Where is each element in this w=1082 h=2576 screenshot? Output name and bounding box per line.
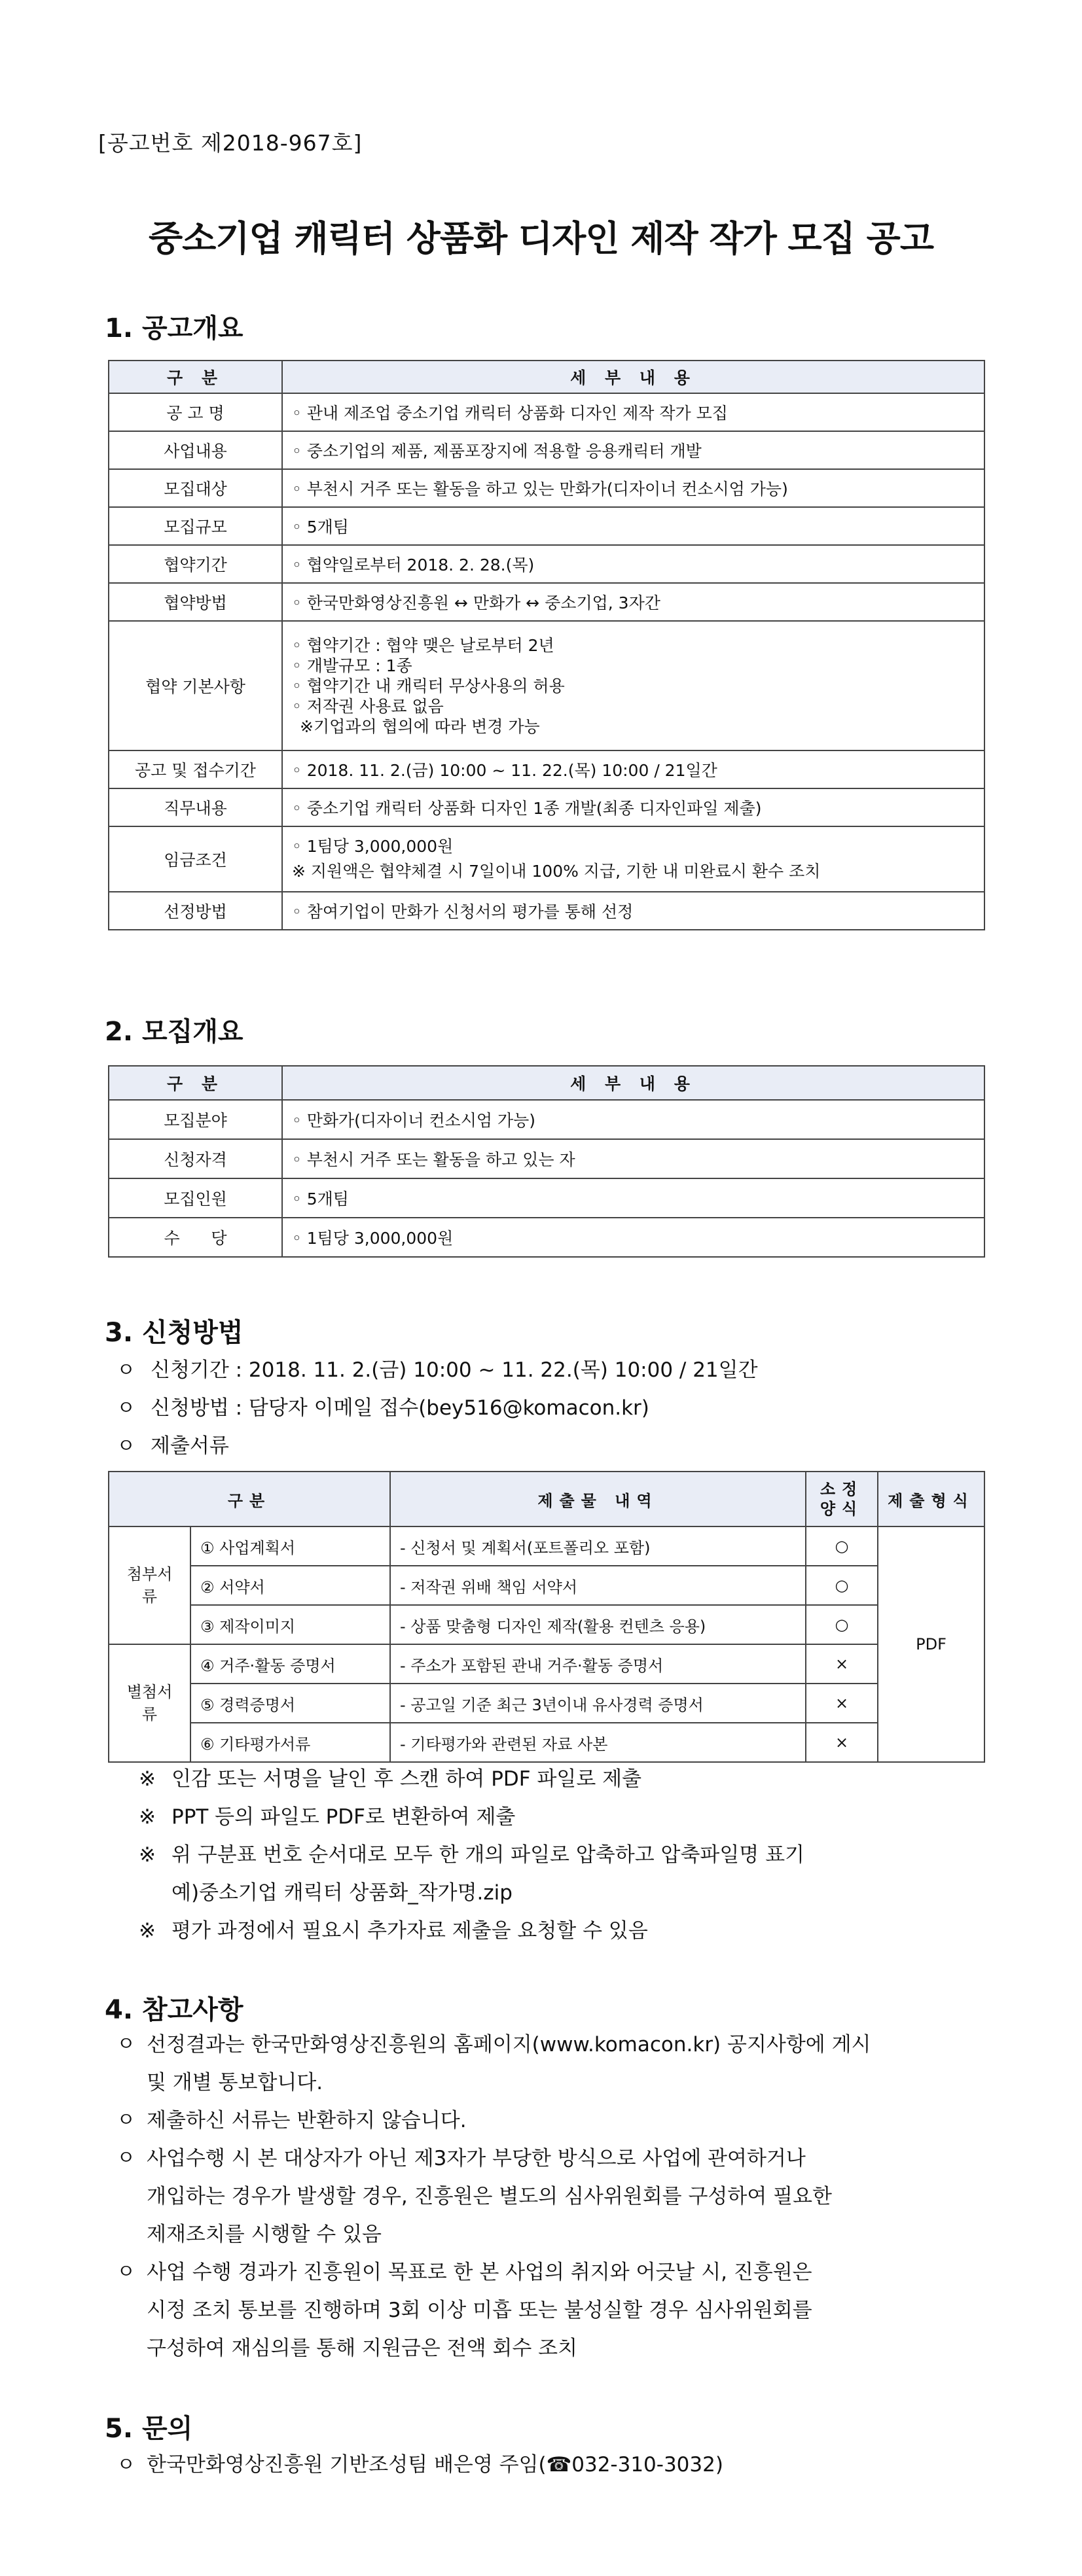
group-label: 별첨서류 xyxy=(109,1644,190,1762)
reference-item xyxy=(117,2253,981,2367)
note-text: 평가 과정에서 필요시 추가자료 제출을 요청할 수 있음 xyxy=(171,1919,648,1943)
form-mark: ○ xyxy=(806,1605,878,1644)
overview-table xyxy=(108,360,985,930)
table-row xyxy=(109,1218,984,1257)
row-value: ◦ 만화가(디자이너 컨소시엄 가능) xyxy=(282,1100,984,1139)
document-item: ① 사업계획서 xyxy=(190,1526,390,1566)
reference-item xyxy=(117,2140,981,2253)
row-label: 모집규모 xyxy=(109,507,282,545)
bullet-item xyxy=(117,1389,649,1428)
row-label: 수 당 xyxy=(109,1218,282,1257)
document-content: - 저작권 위배 책임 서약서 xyxy=(390,1566,806,1605)
circle-bullet-icon: ㅇ xyxy=(117,1359,135,1382)
circle-bullet-icon: ㅇ xyxy=(117,2261,135,2284)
table-row xyxy=(109,1178,984,1218)
row-label: 모집인원 xyxy=(109,1178,282,1218)
bullet-text: 신청기간 : 2018. 11. 2.(금) 10:00 ~ 11. 22.(목) 10:00 / 21일간 xyxy=(151,1358,758,1382)
section-1-heading: 1. 공고개요 xyxy=(105,313,243,344)
row-value xyxy=(282,621,984,750)
circle-bullet-icon: ㅇ xyxy=(117,2033,135,2056)
table-row xyxy=(109,621,984,750)
note-text: 인감 또는 서명을 날인 후 스캔 하여 PDF 파일로 제출 xyxy=(171,1767,642,1791)
row-value: ◦ 부천시 거주 또는 활동을 하고 있는 만화가(디자이너 컨소시엄 가능) xyxy=(282,469,984,507)
reference-item xyxy=(117,2102,981,2140)
row-label: 협약기간 xyxy=(109,545,282,583)
value-line: ◦ 1팀당 3,000,000원 xyxy=(292,837,454,856)
row-label: 공고 및 접수기간 xyxy=(109,750,282,788)
circle-bullet-icon: ㅇ xyxy=(117,2147,135,2170)
reference-line: 제출하신 서류는 반환하지 않습니다. xyxy=(147,2109,467,2132)
reference-mark-icon: ※ xyxy=(139,1919,156,1943)
form-mark: × xyxy=(806,1723,878,1762)
form-mark: ○ xyxy=(806,1526,878,1566)
reference-line: 구성하여 재심의를 통해 지원금은 전액 회수 조치 xyxy=(147,2337,578,2360)
documents-table xyxy=(108,1471,985,1763)
note-text: 위 구분표 번호 순서대로 모두 한 개의 파일로 압축하고 압축파일명 표기 xyxy=(171,1843,804,1867)
note-item xyxy=(139,1760,641,1798)
row-value: ◦ 협약일로부터 2018. 2. 28.(목) xyxy=(282,545,984,583)
row-value xyxy=(282,826,984,892)
bullet-text: 제출서류 xyxy=(151,1434,229,1458)
table-row xyxy=(109,1139,984,1178)
row-label: 협약 기본사항 xyxy=(109,621,282,750)
table-header-row xyxy=(109,1472,984,1526)
bullet-item xyxy=(117,1427,229,1466)
row-value: ◦ 중소기업 캐릭터 상품화 디자인 1종 개발(최종 디자인파일 제출) xyxy=(282,788,984,826)
reference-item xyxy=(117,2026,981,2102)
form-mark: × xyxy=(806,1644,878,1684)
form-mark: ○ xyxy=(806,1566,878,1605)
document-content: - 공고일 기준 최근 3년이내 유사경력 증명서 xyxy=(390,1684,806,1723)
form-mark: × xyxy=(806,1684,878,1723)
row-value: ◦ 관내 제조업 중소기업 캐릭터 상품화 디자인 제작 작가 모집 xyxy=(282,393,984,431)
note-item xyxy=(139,1912,648,1950)
circle-bullet-icon: ㅇ xyxy=(117,1397,135,1420)
header-details: 세 부 내 용 xyxy=(282,1066,984,1100)
header-category: 구 분 xyxy=(109,1066,282,1100)
row-label: 사업내용 xyxy=(109,431,282,469)
row-label: 모집대상 xyxy=(109,469,282,507)
row-label: 임금조건 xyxy=(109,826,282,892)
document-item: ⑤ 경력증명서 xyxy=(190,1684,390,1723)
table-row xyxy=(109,1566,984,1605)
reference-line: 제재조치를 시행할 수 있음 xyxy=(147,2223,382,2246)
table-row xyxy=(109,1605,984,1644)
row-value: ◦ 5개팀 xyxy=(282,1178,984,1218)
document-content: - 주소가 포함된 관내 거주·활동 증명서 xyxy=(390,1644,806,1684)
note-text: PPT 등의 파일도 PDF로 변환하여 제출 xyxy=(171,1805,516,1829)
table-row xyxy=(109,788,984,826)
value-line: ※기업과의 협의에 따라 변경 가능 xyxy=(300,716,540,736)
row-value: ◦ 한국만화영상진흥원 ↔ 만화가 ↔ 중소기업, 3자간 xyxy=(282,583,984,621)
section-4-heading: 4. 참고사항 xyxy=(105,1995,243,2025)
section-3-heading: 3. 신청방법 xyxy=(105,1318,243,1348)
row-value: ◦ 2018. 11. 2.(금) 10:00 ~ 11. 22.(목) 10:00 / 21일간 xyxy=(282,750,984,788)
table-row xyxy=(109,1684,984,1723)
circle-bullet-icon: ㅇ xyxy=(117,2454,135,2477)
row-value: ◦ 중소기업의 제품, 제품포장지에 적용할 응용캐릭터 개발 xyxy=(282,431,984,469)
header-format: 제출형식 xyxy=(878,1472,984,1526)
table-row xyxy=(109,583,984,621)
reference-mark-icon: ※ xyxy=(139,1843,156,1867)
row-value: ◦ 5개팀 xyxy=(282,507,984,545)
bullet-item xyxy=(117,1351,758,1390)
header-category: 구분 xyxy=(109,1472,390,1526)
row-value: ◦ 1팀당 3,000,000원 xyxy=(282,1218,984,1257)
document-content: - 상품 맞춤형 디자인 제작(활용 컨텐츠 응용) xyxy=(390,1605,806,1644)
reference-line: 및 개별 통보합니다. xyxy=(147,2071,323,2094)
table-row xyxy=(109,1723,984,1762)
row-label: 선정방법 xyxy=(109,892,282,930)
value-line: ◦ 개발규모 : 1종 xyxy=(292,656,412,675)
notice-number: [공고번호 제2018-967호] xyxy=(98,130,363,156)
page-title: 중소기업 캐릭터 상품화 디자인 제작 작가 모집 공고 xyxy=(148,218,934,259)
note-item xyxy=(139,1798,515,1836)
row-label: 직무내용 xyxy=(109,788,282,826)
row-label: 모집분야 xyxy=(109,1100,282,1139)
value-line: ◦ 협약기간 내 캐릭터 무상사용의 허용 xyxy=(292,676,565,696)
reference-mark-icon: ※ xyxy=(139,1767,156,1791)
reference-line: 개입하는 경우가 발생할 경우, 진흥원은 별도의 심사위원회를 구성하여 필요한 xyxy=(147,2185,832,2208)
bullet-text: 신청방법 : 담당자 이메일 접수(bey516@komacon.kr) xyxy=(151,1396,649,1420)
contact-text: 한국만화영상진흥원 기반조성팀 배은영 주임(☎032-310-3032) xyxy=(147,2453,723,2477)
reference-line: 사업 수행 경과가 진흥원이 목표로 한 본 사업의 취지와 어긋날 시, 진흥원은 xyxy=(147,2261,812,2284)
table-row xyxy=(109,507,984,545)
header-details: 세 부 내 용 xyxy=(282,361,984,393)
recruitment-table xyxy=(108,1065,985,1258)
document-item: ⑥ 기타평가서류 xyxy=(190,1723,390,1762)
row-label: 신청자격 xyxy=(109,1139,282,1178)
note-continuation: 예)중소기업 캐릭터 상품화_작가명.zip xyxy=(171,1881,513,1905)
header-form: 소정양식 xyxy=(806,1472,878,1526)
document-item: ③ 제작이미지 xyxy=(190,1605,390,1644)
table-row xyxy=(109,1526,984,1566)
circle-bullet-icon: ㅇ xyxy=(117,1435,135,1458)
row-label: 협약방법 xyxy=(109,583,282,621)
table-header-row xyxy=(109,361,984,393)
note-item xyxy=(139,1836,804,1874)
table-row xyxy=(109,1644,984,1684)
value-line: ◦ 협약기간 : 협약 맺은 날로부터 2년 xyxy=(292,635,554,655)
table-row xyxy=(109,393,984,431)
circle-bullet-icon: ㅇ xyxy=(117,2109,135,2132)
section-2-heading: 2. 모집개요 xyxy=(105,1017,243,1047)
reference-line: 선정결과는 한국만화영상진흥원의 홈페이지(www.komacon.kr) 공지사항에 게시 xyxy=(147,2033,871,2056)
table-row xyxy=(109,431,984,469)
reference-line: 사업수행 시 본 대상자가 아닌 제3자가 부당한 방식으로 사업에 관여하거나 xyxy=(147,2147,806,2170)
reference-mark-icon: ※ xyxy=(139,1805,156,1829)
row-value: ◦ 부천시 거주 또는 활동을 하고 있는 자 xyxy=(282,1139,984,1178)
row-value: ◦ 참여기업이 만화가 신청서의 평가를 통해 선정 xyxy=(282,892,984,930)
reference-line: 시정 조치 통보를 진행하며 3회 이상 미흡 또는 불성실할 경우 심사위원회를 xyxy=(147,2299,812,2322)
table-row xyxy=(109,1100,984,1139)
contact-item xyxy=(117,2446,723,2484)
document-item: ② 서약서 xyxy=(190,1566,390,1605)
document-content: - 기타평가와 관련된 자료 사본 xyxy=(390,1723,806,1762)
table-row xyxy=(109,826,984,892)
header-category: 구 분 xyxy=(109,361,282,393)
document-content: - 신청서 및 계획서(포트폴리오 포함) xyxy=(390,1526,806,1566)
submit-format: PDF xyxy=(878,1526,984,1762)
table-row xyxy=(109,892,984,930)
table-row xyxy=(109,545,984,583)
group-label: 첨부서류 xyxy=(109,1526,190,1644)
value-line: ※ 지원액은 협약체결 시 7일이내 100% 지급, 기한 내 미완료시 환수 조치 xyxy=(292,862,821,881)
header-content: 제출물 내역 xyxy=(390,1472,806,1526)
table-row xyxy=(109,469,984,507)
table-header-row xyxy=(109,1066,984,1100)
table-row xyxy=(109,750,984,788)
section-5-heading: 5. 문의 xyxy=(105,2414,193,2444)
document-item: ④ 거주·활동 증명서 xyxy=(190,1644,390,1684)
value-line: ◦ 저작권 사용료 없음 xyxy=(292,696,444,716)
row-label: 공 고 명 xyxy=(109,393,282,431)
